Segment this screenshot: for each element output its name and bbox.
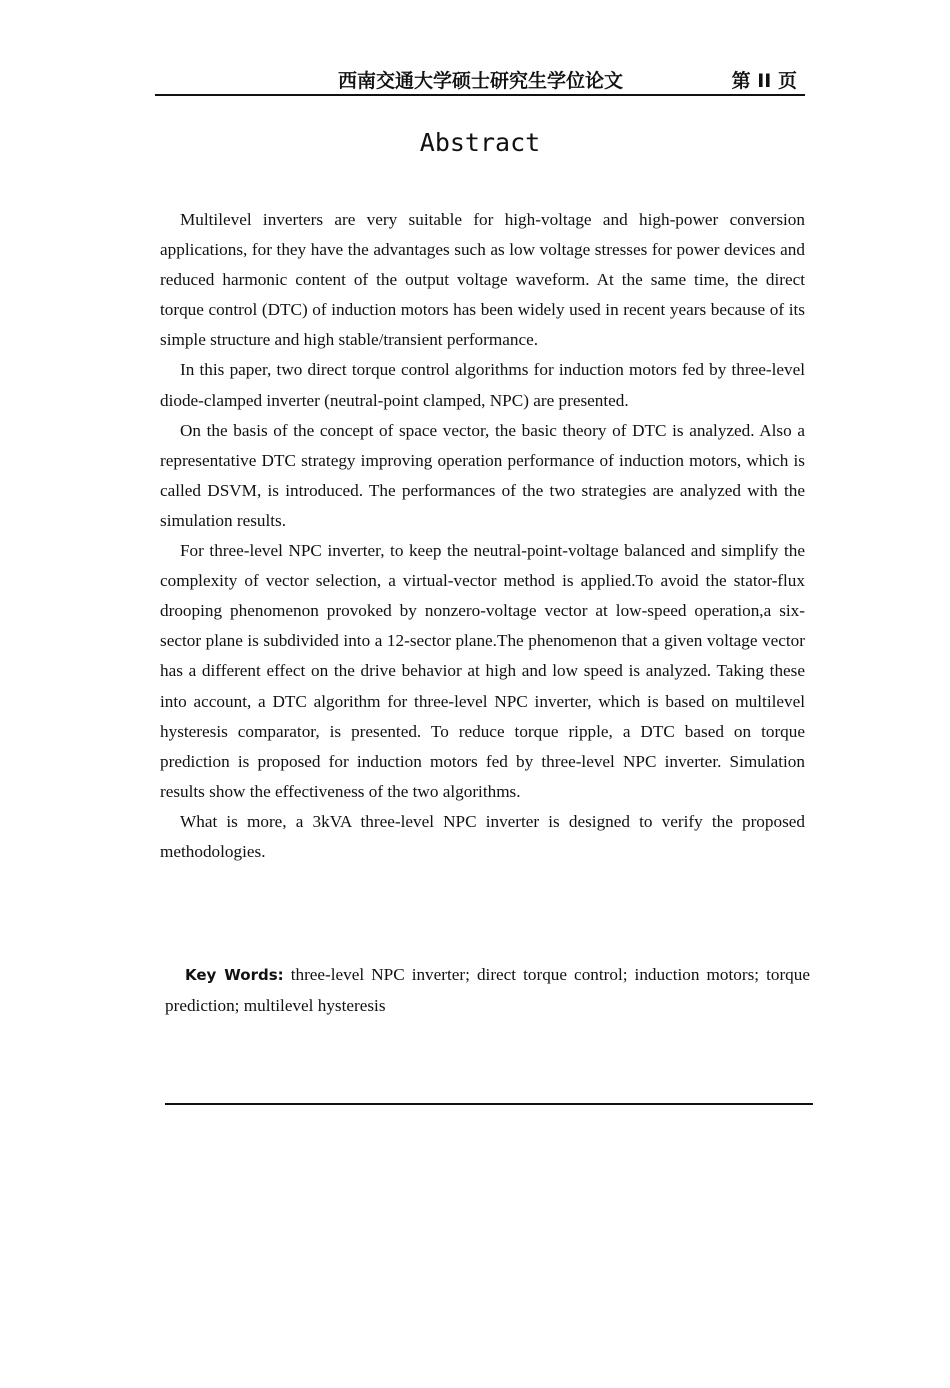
- abstract-paragraph: For three-level NPC inverter, to keep the neutral-point-voltage balanced and simplify the complexity of vector selection, a virtual-vector method is applied.To avoid the stator-flux drooping phenomenon provoked by nonzero-voltage vector at low-speed operation,a six-sector plane is subdivided into a 12-sector plane.The phenomenon that a given voltage vector has a different effect on the drive behavior at high and low speed is analyzed. Taking these into account, a DTC algorithm for three-level NPC inverter, which is based on multilevel hysteresis comparator, is presented. To reduce torque ripple, a DTC based on torque prediction is proposed for induction motors fed by three-level NPC inverter. Simulation results show the effectiveness of the two algorithms.: [160, 541, 805, 801]
- page-number: 第 II 页: [731, 70, 797, 92]
- abstract-paragraph: In this paper, two direct torque control algorithms for induction motors fed by three-level diode-clamped inverter (neutral-point clamped, NPC) are presented.: [160, 360, 805, 410]
- abstract-body: [160, 205, 805, 867]
- keywords-label: Key Words:: [185, 966, 284, 984]
- keywords-text: three-level NPC inverter; direct torque control; induction motors; torque prediction; multilevel hysteresis: [165, 965, 810, 1015]
- abstract-paragraph: What is more, a 3kVA three-level NPC inverter is designed to verify the proposed methodologies.: [160, 811, 805, 861]
- page-header: [155, 64, 805, 96]
- footer-divider: [165, 1103, 813, 1105]
- abstract-paragraph: Multilevel inverters are very suitable for high-voltage and high-power conversion applications, for they have the advantages such as low voltage stresses for power devices and reduced harmonic content of the output voltage waveform. At the same time, the direct torque control (DTC) of induction motors has been widely used in recent years because of its simple structure and high stable/transient performance.: [160, 210, 805, 350]
- abstract-title: Abstract: [419, 128, 541, 157]
- keywords: [165, 960, 810, 1021]
- thesis-header-title: 西南交通大学硕士研究生学位论文: [338, 70, 624, 92]
- abstract-paragraph: On the basis of the concept of space vector, the basic theory of DTC is analyzed. Also a representative DTC strategy improving operation performance of induction motors, which is called DSVM, is introduced. The performances of the two strategies are analyzed with the simulation results.: [160, 420, 805, 530]
